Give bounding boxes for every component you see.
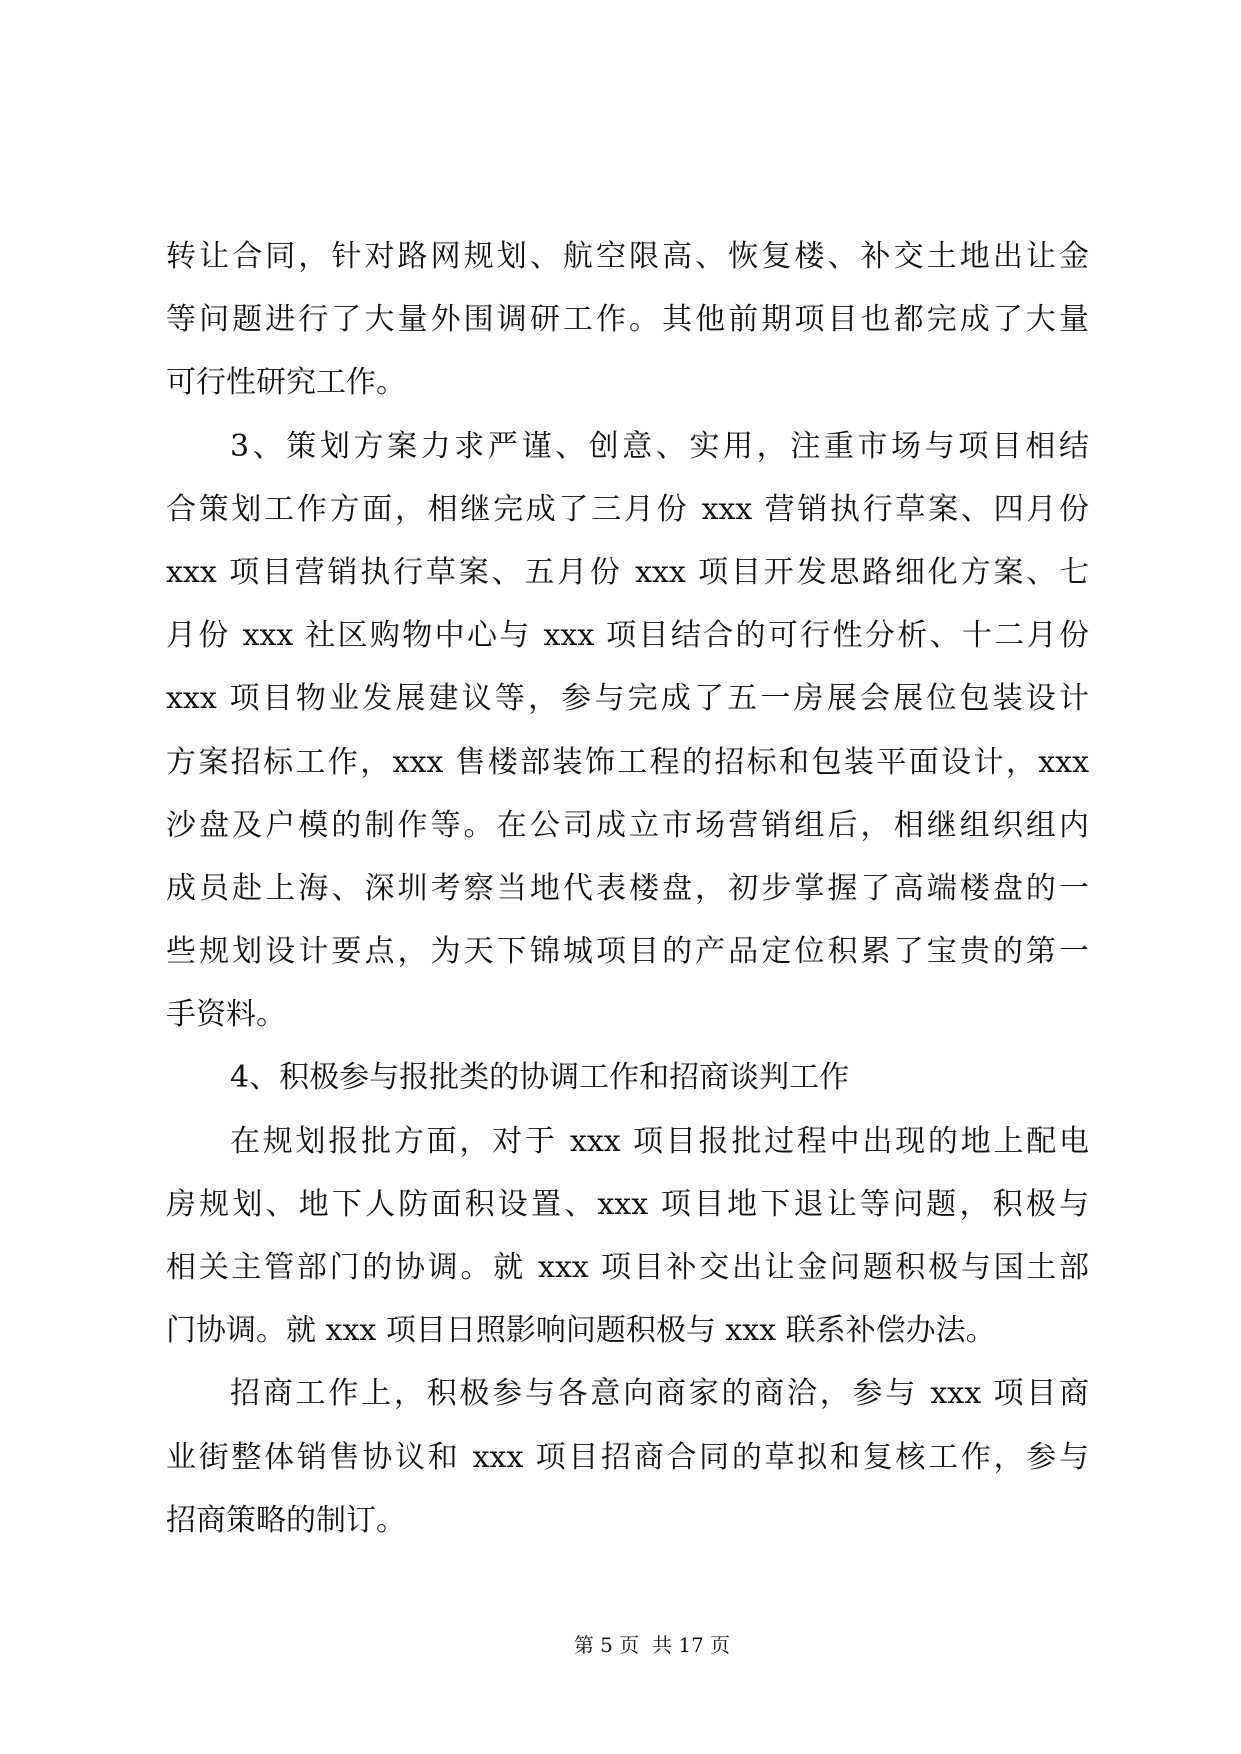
paragraph xyxy=(166,225,1089,415)
text-line: 招商工作上，积极参与各意向商家的商洽，参与 xxx 项目商 xyxy=(230,1376,1089,1412)
text-line: 4、积极参与报批类的协调工作和招商谈判工作 xyxy=(230,1060,850,1096)
text-line: 招商策略的制订。 xyxy=(166,1502,406,1538)
text-line: 方案招标工作，xxx 售楼部装饰工程的招标和包装平面设计，xxx xyxy=(166,744,1089,780)
text-line: 合策划工作方面，相继完成了三月份 xxx 营销执行草案、四月份 xyxy=(166,491,1089,527)
text-line: 门协调。就 xxx 项目日照影响问题积极与 xxx 联系补偿办法。 xyxy=(166,1313,996,1349)
paragraph xyxy=(166,415,1089,1047)
text-line: 房规划、地下人防面积设置、xxx 项目地下退让等问题，积极与 xyxy=(166,1186,1089,1222)
text-line: 相关主管部门的协调。就 xxx 项目补交出让金问题积极与国土部 xyxy=(166,1250,1089,1285)
text-line: 可行性研究工作。 xyxy=(166,365,406,401)
text-line: 等问题进行了大量外围调研工作。其他前期项目也都完成了大量 xyxy=(166,302,1089,338)
text-line: 沙盘及户模的制作等。在公司成立市场营销组后，相继组织组内 xyxy=(166,807,1089,843)
text-line: xxx 项目物业发展建议等，参与完成了五一房展会展位包装设计 xyxy=(166,681,1089,717)
paragraph xyxy=(166,1362,1089,1552)
text-line: 些规划设计要点，为天下锦城项目的产品定位积累了宝贵的第一 xyxy=(166,934,1089,970)
text-line: 3、策划方案力求严谨、创意、实用，注重市场与项目相结 xyxy=(230,428,1089,464)
document-body xyxy=(166,225,1089,1552)
text-line: xxx 项目营销执行草案、五月份 xxx 项目开发思路细化方案、七 xyxy=(166,554,1089,590)
paragraph xyxy=(166,1046,1089,1109)
text-line: 业街整体销售协议和 xxx 项目招商合同的草拟和复核工作，参与 xyxy=(166,1439,1089,1475)
page-number-footer: 第 5 页 共 17 页 xyxy=(573,1633,731,1657)
text-line: 在规划报批方面，对于 xxx 项目报批过程中出现的地上配电 xyxy=(230,1123,1089,1159)
text-line: 月份 xxx 社区购物中心与 xxx 项目结合的可行性分析、十二月份 xyxy=(166,618,1089,654)
paragraph xyxy=(166,1110,1089,1363)
text-line: 手资料。 xyxy=(166,997,286,1033)
text-line: 转让合同，针对路网规划、航空限高、恢复楼、补交土地出让金 xyxy=(166,239,1089,274)
text-line: 成员赴上海、深圳考察当地代表楼盘，初步掌握了高端楼盘的一 xyxy=(166,870,1089,906)
